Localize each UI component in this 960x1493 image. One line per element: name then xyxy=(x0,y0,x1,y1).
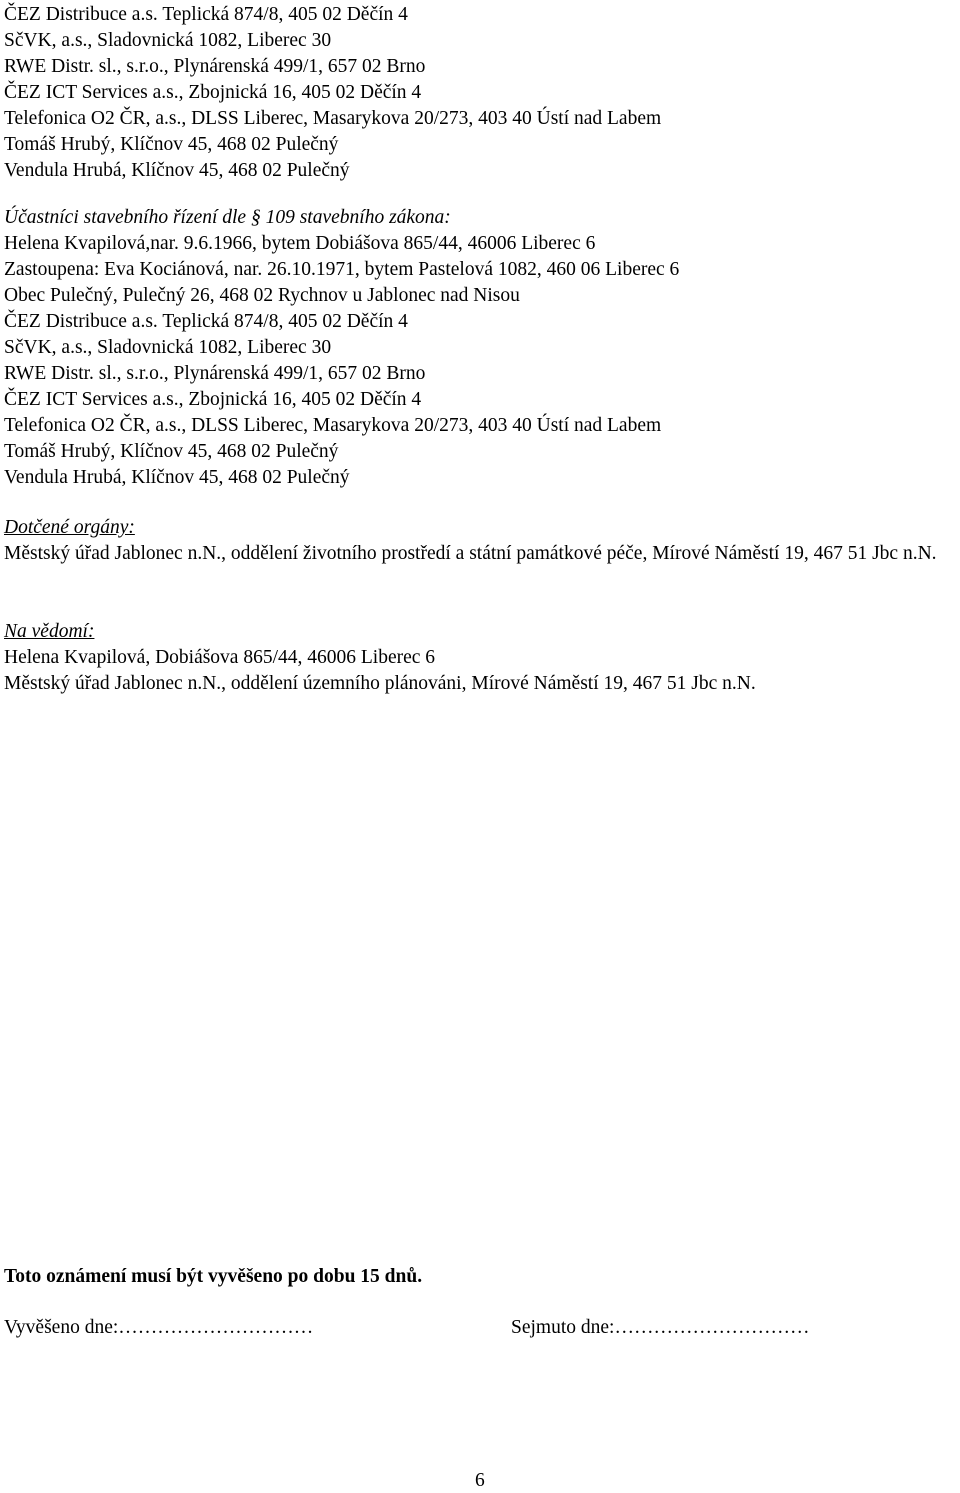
participant-line: Zastoupena: Eva Kociánová, nar. 26.10.1971, bytem Pastelová 1082, 460 06 Liberec 6 xyxy=(4,259,680,280)
recipient-line: Tomáš Hrubý, Klíčnov 45, 468 02 Pulečný xyxy=(4,134,339,155)
participant-line: Telefonica O2 ČR, a.s., DLSS Liberec, Masarykova 20/273, 403 40 Ústí nad Labem xyxy=(4,415,662,436)
notice-section xyxy=(4,619,756,697)
participant-line: SčVK, a.s., Sladovnická 1082, Liberec 30 xyxy=(4,337,332,358)
page-number: 6 xyxy=(475,1470,485,1491)
posted-date-field: Vyvěšeno dne:………………………… xyxy=(4,1317,314,1338)
recipient-line: RWE Distr. sl., s.r.o., Plynárenská 499/1, 657 02 Brno xyxy=(4,56,426,77)
recipient-line: ČEZ ICT Services a.s., Zbojnická 16, 405 02 Děčín 4 xyxy=(4,82,422,103)
participant-line: ČEZ Distribuce a.s. Teplická 874/8, 405 02 Děčín 4 xyxy=(4,311,408,332)
posting-dates-row xyxy=(4,1317,954,1347)
recipient-line: ČEZ Distribuce a.s. Teplická 874/8, 405 02 Děčín 4 xyxy=(4,4,408,25)
authorities-section xyxy=(4,515,954,567)
participant-line: Tomáš Hrubý, Klíčnov 45, 468 02 Pulečný xyxy=(4,441,339,462)
participant-line: Obec Pulečný, Pulečný 26, 468 02 Rychnov u Jablonec nad Nisou xyxy=(4,285,520,306)
participant-line: ČEZ ICT Services a.s., Zbojnická 16, 405 02 Děčín 4 xyxy=(4,389,422,410)
authorities-heading: Dotčené orgány: xyxy=(4,517,135,538)
notice-line: Městský úřad Jablonec n.N., oddělení územního plánováni, Mírové Náměstí 19, 467 51 Jbc n.N. xyxy=(4,673,756,694)
top-recipient-list xyxy=(4,2,661,184)
participants-section xyxy=(4,205,679,491)
participant-line: Helena Kvapilová,nar. 9.6.1966, bytem Dobiášova 865/44, 46006 Liberec 6 xyxy=(4,233,596,254)
recipient-line: Vendula Hrubá, Klíčnov 45, 468 02 Pulečný xyxy=(4,160,350,181)
removed-date-field: Sejmuto dne:………………………… xyxy=(511,1317,810,1338)
posting-duration-notice: Toto oznámení musí být vyvěšeno po dobu 15 dnů. xyxy=(4,1266,423,1287)
recipient-line: SčVK, a.s., Sladovnická 1082, Liberec 30 xyxy=(4,30,332,51)
recipient-line: Telefonica O2 ČR, a.s., DLSS Liberec, Masarykova 20/273, 403 40 Ústí nad Labem xyxy=(4,108,662,129)
participant-line: RWE Distr. sl., s.r.o., Plynárenská 499/1, 657 02 Brno xyxy=(4,363,426,384)
notice-line: Helena Kvapilová, Dobiášova 865/44, 46006 Liberec 6 xyxy=(4,647,436,668)
participant-line: Vendula Hrubá, Klíčnov 45, 468 02 Pulečný xyxy=(4,467,350,488)
authority-line: Městský úřad Jablonec n.N., oddělení životního prostředí a státní památkové péče, Mírové Náměstí 19, 467 51 Jbc n.N. xyxy=(4,543,937,564)
final-notice xyxy=(4,1264,422,1290)
notice-heading: Na vědomí: xyxy=(4,621,95,642)
participants-heading: Účastníci stavebního řízení dle § 109 stavebního zákona: xyxy=(4,207,451,228)
